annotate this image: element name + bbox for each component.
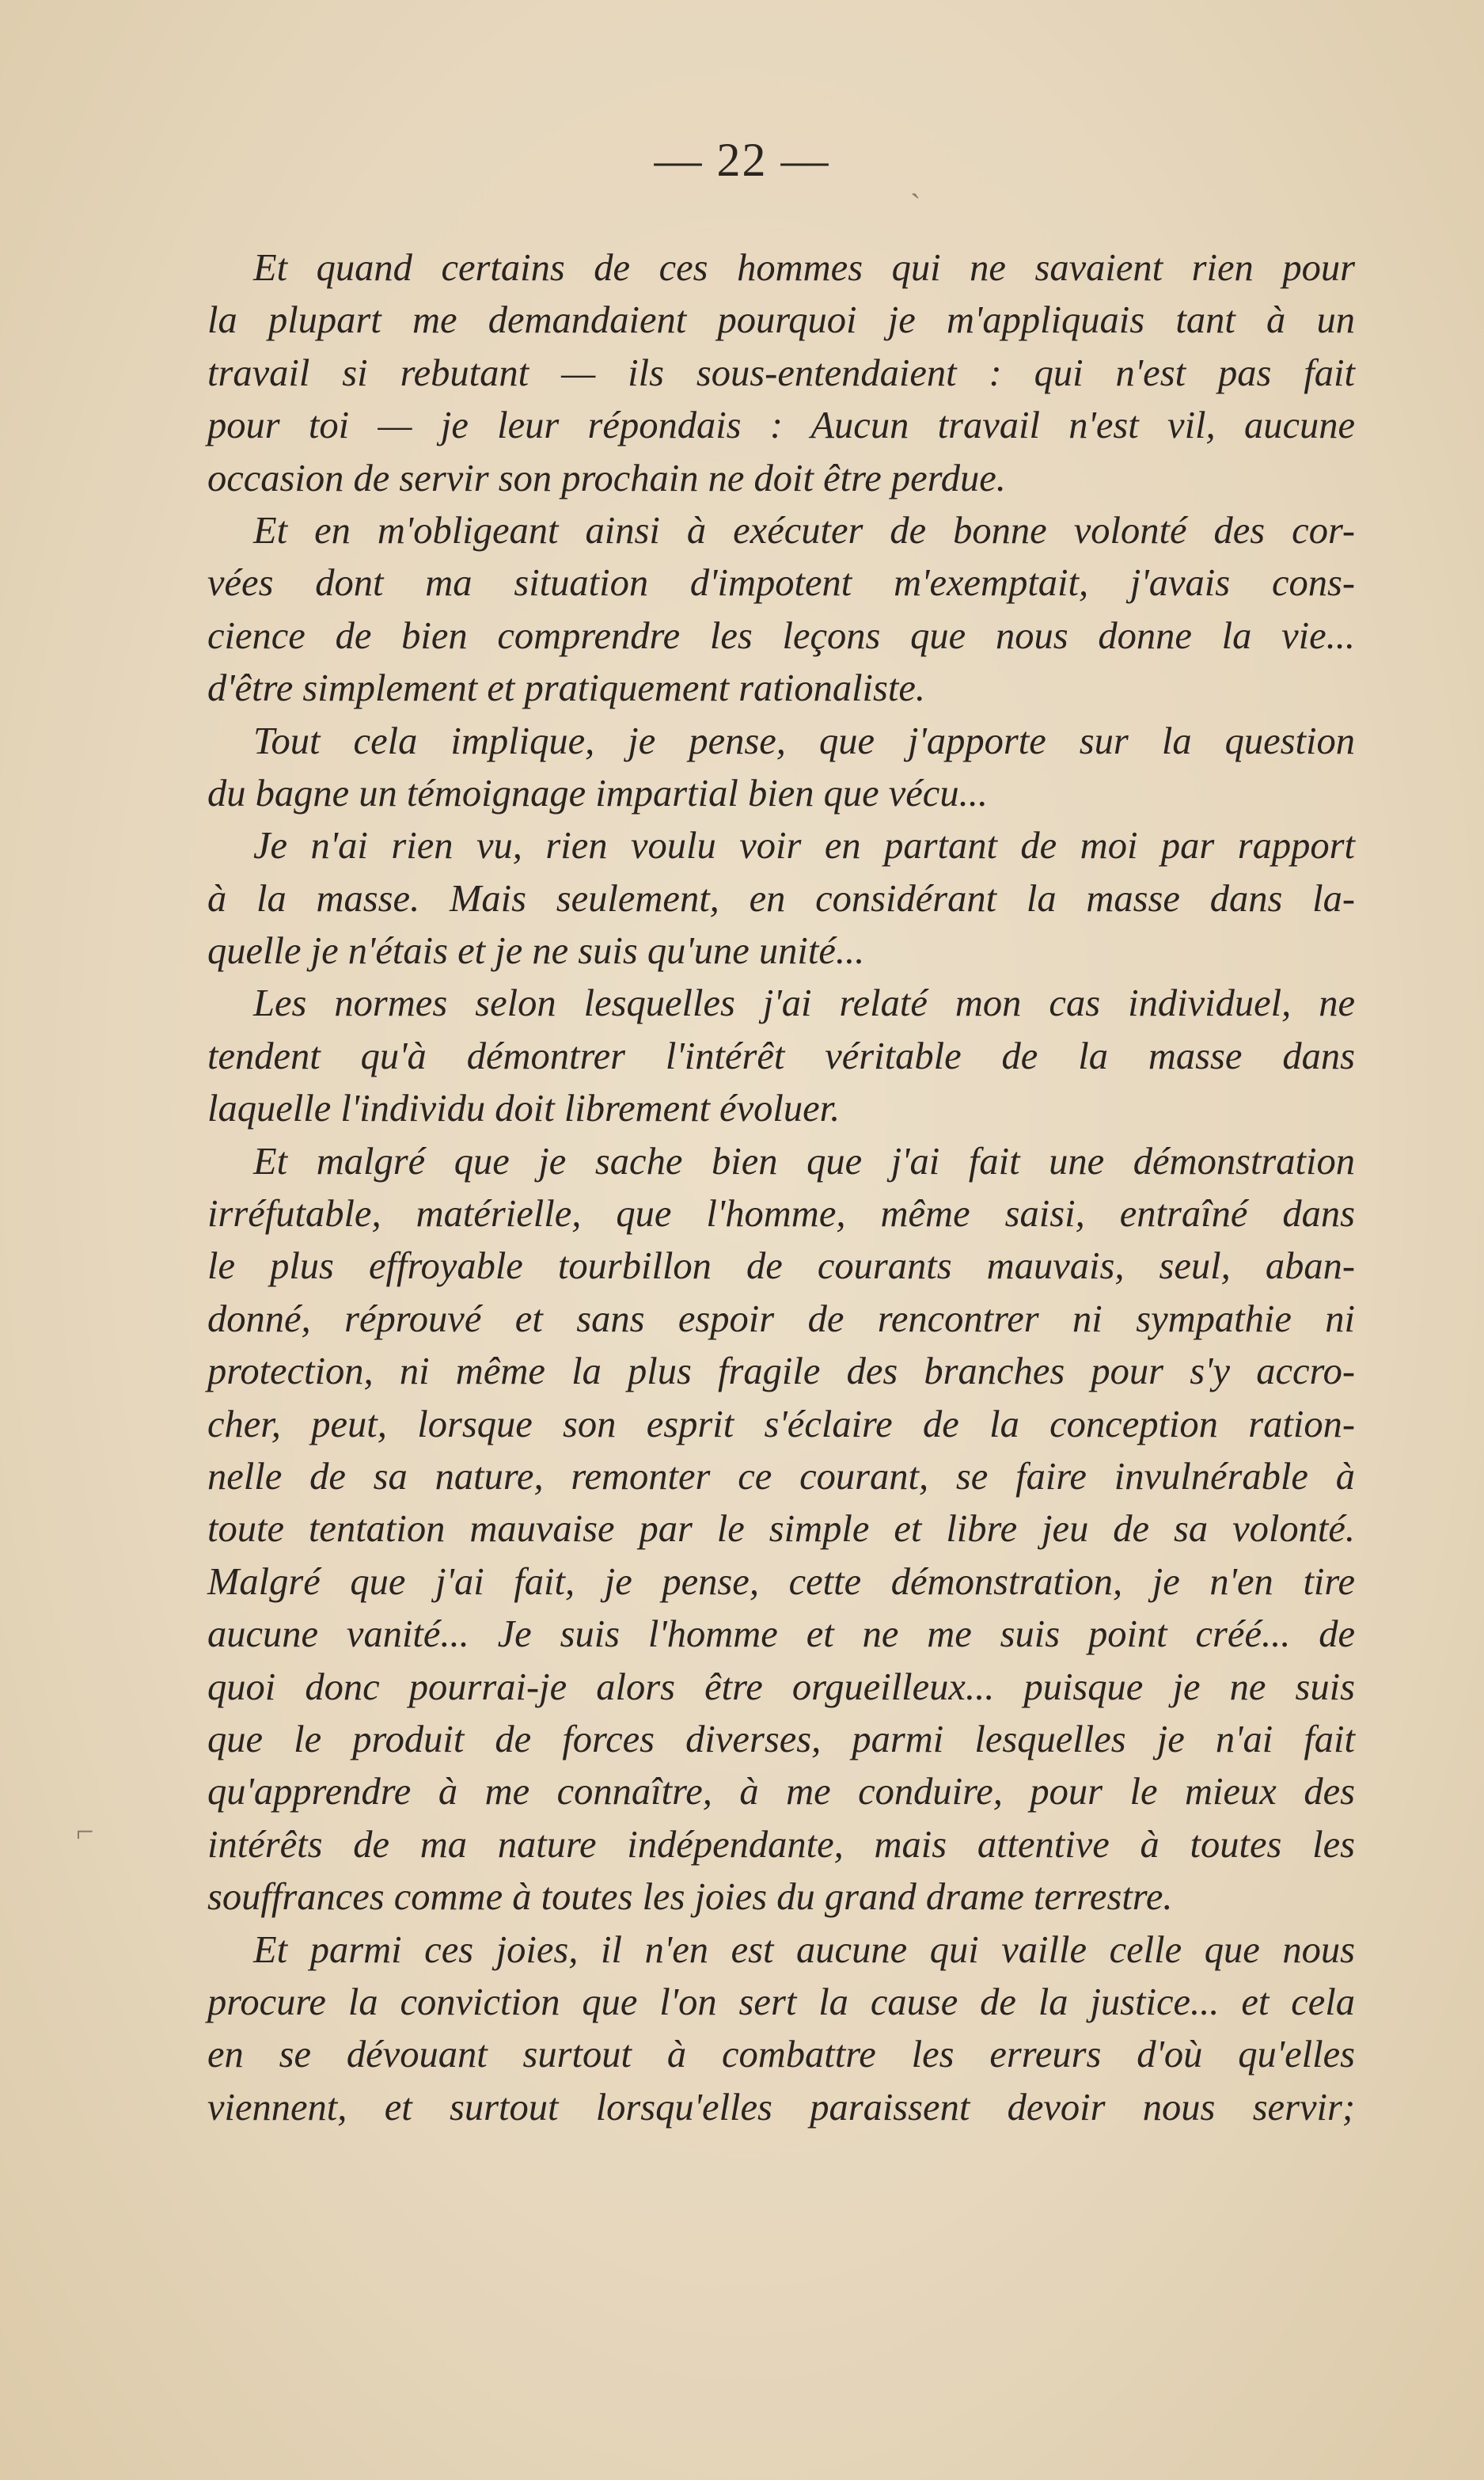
text-line: quelle je n'étais et je ne suis qu'une unité... — [207, 930, 865, 973]
text-line: qu'apprendre à me connaître, à me conduire, pour le mieux des — [207, 1771, 1355, 1813]
text-line: quoi donc pourrai-je alors être orgueilleux... puisque je ne suis — [207, 1665, 1355, 1708]
text-line: Et malgré que je sache bien que j'ai fait une démonstration — [253, 1140, 1355, 1183]
text-line: à la masse. Mais seulement, en considérant la masse dans la- — [207, 877, 1355, 920]
text-line: Malgré que j'ai fait, je pense, cette démonstration, je n'en tire — [207, 1560, 1355, 1603]
text-line: irréfutable, matérielle, que l'homme, même saisi, entraîné dans — [207, 1193, 1355, 1236]
text-line: occasion de servir son prochain ne doit être perdue. — [207, 457, 1006, 499]
text-line: cher, peut, lorsque son esprit s'éclaire de la conception ration- — [207, 1403, 1355, 1445]
text-line: Et parmi ces joies, il n'en est aucune qui vaille celle que nous — [253, 1928, 1355, 1971]
text-line: tendent qu'à démontrer l'intérêt véritable de la masse dans — [207, 1035, 1355, 1077]
text-line: viennent, et surtout lorsqu'elles paraissent devoir nous servir; — [207, 2086, 1355, 2129]
text-line: laquelle l'individu doit librement évoluer. — [207, 1088, 841, 1130]
page-number: — 22 — — [654, 134, 830, 186]
text-line: souffrances comme à toutes les joies du grand drame terrestre. — [207, 1876, 1173, 1919]
text-line: d'être simplement et pratiquement rationaliste. — [207, 667, 926, 710]
body-text — [207, 242, 1355, 2134]
text-line: Et quand certains de ces hommes qui ne savaient rien pour — [253, 247, 1355, 289]
text-line: vées dont ma situation d'impotent m'exemptait, j'avais cons- — [207, 562, 1355, 605]
text-line: Tout cela implique, je pense, que j'apporte sur la question — [253, 720, 1355, 762]
text-line: le plus effroyable tourbillon de courants mauvais, seul, aban- — [207, 1245, 1355, 1288]
margin-pencil-mark: ⌐ — [76, 1813, 94, 1849]
text-line: Les normes selon lesquelles j'ai relaté mon cas individuel, ne — [253, 982, 1355, 1025]
text-line: Et en m'obligeant ainsi à exécuter de bonne volonté des cor- — [253, 509, 1355, 552]
text-line: cience de bien comprendre les leçons que nous donne la vie... — [207, 614, 1355, 657]
text-line: nelle de sa nature, remonter ce courant, se faire invulnérable à — [207, 1455, 1355, 1498]
text-line: toute tentation mauvaise par le simple et libre jeu de sa volonté. — [207, 1508, 1355, 1551]
text-line: que le produit de forces diverses, parmi lesquelles je n'ai fait — [207, 1718, 1355, 1760]
text-line: donné, réprouvé et sans espoir de rencontrer ni sympathie ni — [207, 1297, 1355, 1340]
text-line: travail si rebutant — ils sous-entendaient : qui n'est pas fait — [207, 351, 1355, 394]
text-line: en se dévouant surtout à combattre les erreurs d'où qu'elles — [207, 2034, 1355, 2076]
text-line: pour toi — je leur répondais : Aucun travail n'est vil, aucune — [207, 404, 1355, 447]
text-line: la plupart me demandaient pourquoi je m'appliquais tant à un — [207, 299, 1355, 342]
margin-pencil-mark: ˏ — [910, 163, 921, 199]
text-line: protection, ni même la plus fragile des branches pour s'y accro- — [207, 1350, 1355, 1393]
text-line: intérêts de ma nature indépendante, mais attentive à toutes les — [207, 1823, 1355, 1866]
text-line: aucune vanité... Je suis l'homme et ne me suis point créé... de — [207, 1613, 1355, 1656]
text-line: Je n'ai rien vu, rien voulu voir en partant de moi par rapport — [253, 825, 1355, 868]
text-line: du bagne un témoignage impartial bien que vécu... — [207, 772, 988, 815]
text-line: procure la conviction que l'on sert la cause de la justice... et cela — [207, 1981, 1355, 2023]
